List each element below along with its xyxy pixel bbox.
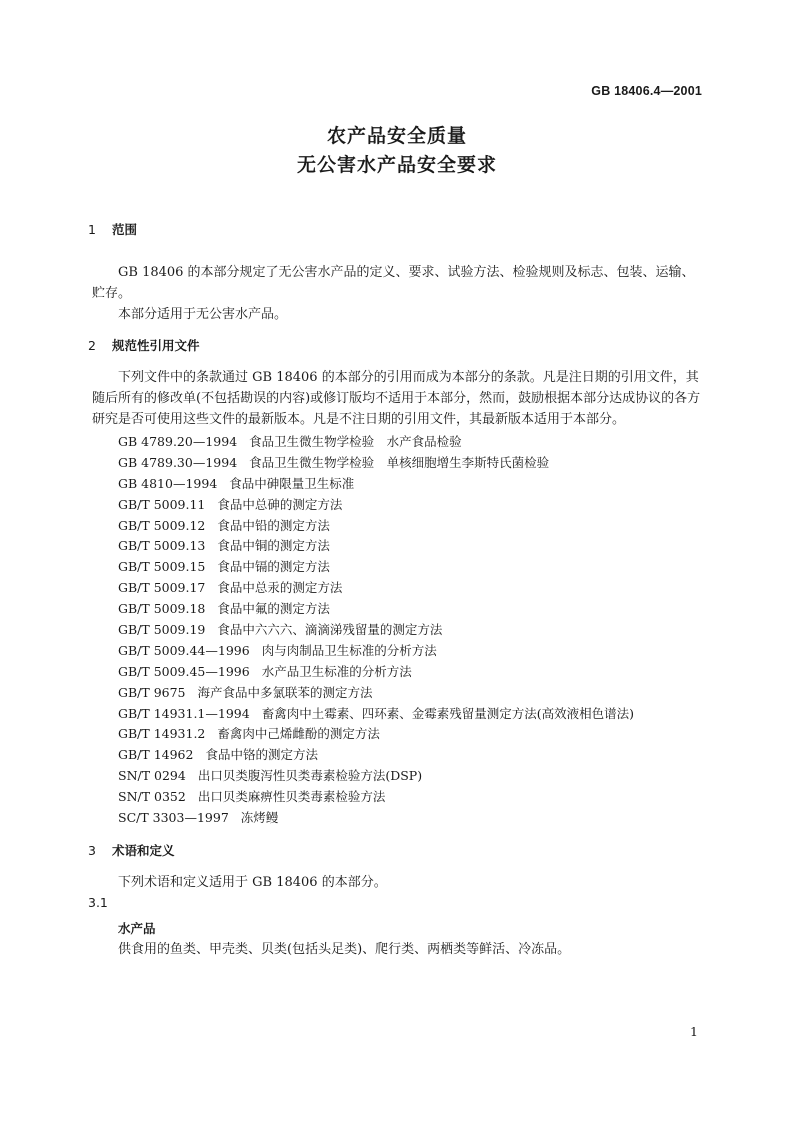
reference-title: 食品中铅的测定方法 bbox=[217, 517, 330, 533]
reference-code: GB/T 9675 bbox=[118, 684, 186, 700]
reference-title: 出口贝类麻痹性贝类毒素检验方法 bbox=[197, 789, 386, 805]
reference-item bbox=[118, 557, 634, 578]
reference-code: GB/T 14931.2 bbox=[118, 726, 206, 742]
reference-title: 食品中镉的测定方法 bbox=[217, 559, 330, 575]
reference-code: GB/T 5009.11 bbox=[118, 496, 206, 512]
reference-title: 海产食品中多氯联苯的测定方法 bbox=[197, 684, 373, 700]
page-number: 1 bbox=[690, 1024, 698, 1039]
standard-number: GB 18406.4—2001 bbox=[591, 84, 702, 98]
reference-title: 食品中铜的测定方法 bbox=[217, 538, 330, 554]
reference-item bbox=[118, 662, 634, 683]
reference-code: GB/T 5009.45—1996 bbox=[118, 663, 250, 679]
reference-title: 畜禽肉中己烯雌酚的测定方法 bbox=[217, 726, 380, 742]
section-1-paragraph-1: GB 18406 的本部分规定了无公害水产品的定义、要求、试验方法、检验规则及标志、包装、运输、贮存。 bbox=[92, 265, 695, 301]
document-title-line2: 无公害水产品安全要求 bbox=[296, 154, 497, 176]
reference-code: GB/T 5009.18 bbox=[118, 601, 206, 617]
reference-item bbox=[118, 766, 634, 787]
subsection-number: 3.1 bbox=[88, 895, 108, 910]
reference-title: 食品中铬的测定方法 bbox=[205, 747, 318, 763]
reference-title: 食品中六六六、滴滴涕残留量的测定方法 bbox=[217, 622, 443, 638]
section-number: 1 bbox=[88, 222, 96, 237]
reference-item bbox=[118, 599, 634, 620]
reference-code: SN/T 0294 bbox=[118, 768, 186, 784]
section-title: 范围 bbox=[112, 222, 138, 237]
reference-title: 食品中总砷的测定方法 bbox=[217, 496, 343, 512]
reference-item bbox=[118, 641, 634, 662]
reference-item bbox=[118, 495, 634, 516]
reference-item bbox=[118, 453, 634, 474]
reference-item bbox=[118, 683, 634, 704]
reference-code: GB/T 14931.1—1994 bbox=[118, 705, 250, 721]
reference-code: SC/T 3303—1997 bbox=[118, 810, 229, 826]
reference-title: 食品中总汞的测定方法 bbox=[217, 580, 343, 596]
section-number: 2 bbox=[88, 338, 96, 353]
section-number: 3 bbox=[88, 843, 96, 858]
reference-code: GB 4810—1994 bbox=[118, 475, 218, 491]
reference-title: 冻烤鳗 bbox=[240, 810, 279, 826]
reference-code: GB/T 5009.17 bbox=[118, 580, 206, 596]
reference-item bbox=[118, 536, 634, 557]
reference-item bbox=[118, 620, 634, 641]
reference-item bbox=[118, 578, 634, 599]
term-heading: 水产品 bbox=[118, 921, 156, 936]
reference-code: GB/T 14962 bbox=[118, 747, 194, 763]
reference-code: SN/T 0352 bbox=[118, 789, 186, 805]
reference-item bbox=[118, 745, 634, 766]
reference-title: 肉与肉制品卫生标准的分析方法 bbox=[261, 642, 437, 658]
reference-item bbox=[118, 704, 634, 725]
section-1-heading bbox=[88, 220, 137, 238]
reference-code: GB/T 5009.15 bbox=[118, 559, 206, 575]
reference-code: GB/T 5009.19 bbox=[118, 622, 206, 638]
reference-code: GB/T 5009.13 bbox=[118, 538, 206, 554]
document-title-line1: 农产品安全质量 bbox=[326, 125, 467, 147]
section-title: 规范性引用文件 bbox=[112, 338, 200, 353]
section-3-heading bbox=[88, 841, 175, 859]
reference-item bbox=[118, 516, 634, 537]
reference-title: 出口贝类腹泻性贝类毒素检验方法(DSP) bbox=[197, 768, 423, 784]
reference-title: 食品中砷限量卫生标准 bbox=[229, 475, 355, 491]
reference-code: GB 4789.20—1994 bbox=[118, 434, 238, 449]
section-2-heading bbox=[88, 336, 200, 354]
section-2-paragraph-1: 下列文件中的条款通过 GB 18406 的本部分的引用而成为本部分的条款。凡是注日期的引用文件，其随后所有的修改单(不包括勘误的内容)或修订版均不适用于本部分，然而，鼓励根据本部分达成协议的各方研究是否可使用这些文件的最新版本。凡是不注日期的引用文件，其最新版本适用于本部分。 bbox=[92, 370, 701, 427]
reference-item bbox=[118, 787, 634, 808]
reference-title: 食品卫生微生物学检验 水产食品检验 bbox=[249, 434, 462, 449]
reference-title: 畜禽肉中土霉素、四环素、金霉素残留量测定方法(高效液相色谱法) bbox=[261, 705, 634, 721]
section-title: 术语和定义 bbox=[112, 843, 175, 858]
reference-item bbox=[118, 808, 634, 829]
reference-title: 水产品卫生标准的分析方法 bbox=[261, 663, 412, 679]
reference-code: GB 4789.30—1994 bbox=[118, 454, 238, 470]
section-1-paragraph-2: 本部分适用于无公害水产品。 bbox=[118, 307, 288, 322]
reference-item bbox=[118, 474, 634, 495]
section-3-paragraph-1: 下列术语和定义适用于 GB 18406 的本部分。 bbox=[118, 875, 387, 890]
reference-item bbox=[118, 432, 634, 453]
reference-code: GB/T 5009.12 bbox=[118, 517, 206, 533]
reference-code: GB/T 5009.44—1996 bbox=[118, 642, 250, 658]
reference-item bbox=[118, 724, 634, 745]
term-definition: 供食用的鱼类、甲壳类、贝类(包括头足类)、爬行类、两栖类等鲜活、冷冻品。 bbox=[118, 942, 571, 957]
reference-list bbox=[118, 432, 634, 829]
reference-title: 食品卫生微生物学检验 单核细胞增生李斯特氏菌检验 bbox=[249, 454, 550, 470]
reference-title: 食品中氟的测定方法 bbox=[217, 601, 330, 617]
